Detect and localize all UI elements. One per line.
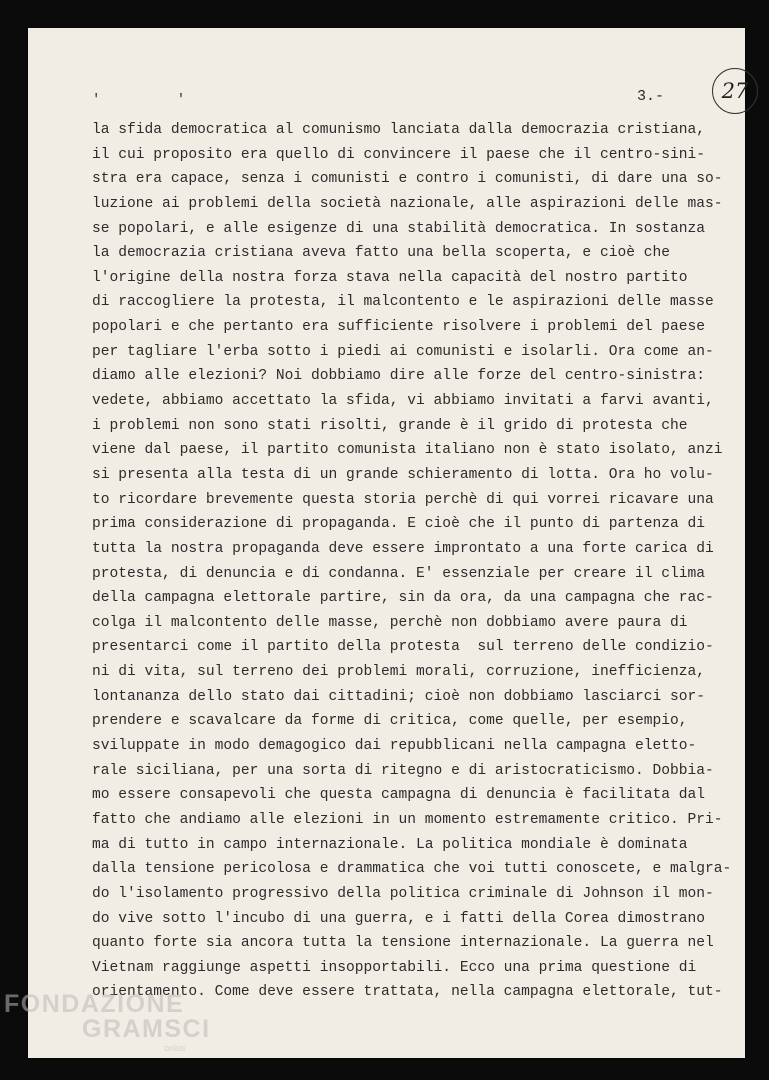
text-line: diamo alle elezioni? Noi dobbiamo dire alle forze del centro-sinistra:: [92, 368, 706, 385]
text-line: do l'isolamento progressivo della politica criminale di Johnson il mon-: [92, 885, 714, 902]
text-line: sviluppate in modo demagogico dai repubblicani nella campagna eletto-: [92, 738, 697, 755]
text-line: protesta, di denuncia e di condanna. E' essenziale per creare il clima: [92, 565, 706, 582]
text-line: do vive sotto l'incubo di una guerra, e i fatti della Corea dimostrano: [92, 910, 706, 927]
page-number: 3.-: [637, 88, 665, 105]
text-line: to ricordare brevemente questa storia perchè di qui vorrei ricavare una: [92, 491, 714, 508]
text-line: di raccogliere la protesta, il malcontento e le aspirazioni delle masse: [92, 294, 714, 311]
text-line: tutta la nostra propaganda deve essere improntato a una forte carica di: [92, 540, 714, 557]
text-line: stra era capace, senza i comunisti e contro i comunisti, di dare una so-: [92, 171, 723, 188]
typewritten-body: [92, 118, 732, 1005]
text-line: prima considerazione di propaganda. E cioè che il punto di partenza di: [92, 516, 706, 533]
text-line: mo essere consapevoli che questa campagna di denuncia è facilitata dal: [92, 787, 706, 804]
text-line: fatto che andiamo alle elezioni in un momento estremamente critico. Pri-: [92, 811, 723, 828]
text-line: si presenta alla testa di un grande schieramento di lotta. Ora ho volu-: [92, 466, 714, 483]
text-line: per tagliare l'erba sotto i piedi ai comunisti e isolarli. Ora come an-: [92, 343, 714, 360]
stray-marks: ' ': [92, 92, 220, 108]
text-line: presentarci come il partito della protesta sul terreno delle condizio-: [92, 639, 714, 656]
text-line: rale siciliana, per una sorta di ritegno e di aristocraticismo. Dobbia-: [92, 762, 714, 779]
text-line: lontananza dello stato dai cittadini; cioè non dobbiamo lasciarci sor-: [92, 688, 706, 705]
text-line: luzione ai problemi della società nazionale, alle aspirazioni delle mas-: [92, 195, 723, 212]
text-line: popolari e che pertanto era sufficiente risolvere i problemi del paese: [92, 319, 706, 336]
text-line: vedete, abbiamo accettato la sfida, vi abbiamo invitati a farvi avanti,: [92, 393, 714, 410]
text-line: se popolari, e alle esigenze di una stabilità democratica. In sostanza: [92, 220, 706, 237]
watermark-line-1: FONDAZIONE: [4, 990, 185, 1018]
folio-number-stamp: 27: [712, 68, 758, 114]
text-line: dalla tensione pericolosa e drammatica che voi tutti conoscete, e malgra-: [92, 861, 732, 878]
text-line: quanto forte sia ancora tutta la tensione internazionale. La guerra nel: [92, 935, 714, 952]
watermark-line-2: GRAMSCI: [82, 1015, 211, 1043]
watermark-line-3: onlus: [164, 1043, 186, 1053]
text-line: colga il malcontento delle masse, perchè non dobbiamo avere paura di: [92, 614, 688, 631]
text-line: orientamento. Come deve essere trattata, nella campagna elettorale, tut-: [92, 984, 723, 1001]
text-line: prendere e scavalcare da forme di critica, come quelle, per esempio,: [92, 713, 688, 730]
text-line: il cui proposito era quello di convincere il paese che il centro-sini-: [92, 146, 706, 163]
text-line: Vietnam raggiunge aspetti insopportabili. Ecco una prima questione di: [92, 959, 697, 976]
text-line: i problemi non sono stati risolti, grande è il grido di protesta che: [92, 417, 688, 434]
text-line: la sfida democratica al comunismo lanciata dalla democrazia cristiana,: [92, 122, 706, 138]
text-line: della campagna elettorale partire, sin da ora, da una campagna che rac-: [92, 590, 714, 607]
text-line: ni di vita, sul terreno dei problemi morali, corruzione, inefficienza,: [92, 664, 706, 681]
text-line: viene dal paese, il partito comunista italiano non è stato isolato, anzi: [92, 442, 723, 459]
text-line: ma di tutto in campo internazionale. La politica mondiale è dominata: [92, 836, 688, 853]
text-line: la democrazia cristiana aveva fatto una bella scoperta, e cioè che: [92, 245, 671, 262]
text-line: l'origine della nostra forza stava nella capacità del nostro partito: [92, 269, 688, 286]
archive-watermark: [4, 992, 211, 1053]
